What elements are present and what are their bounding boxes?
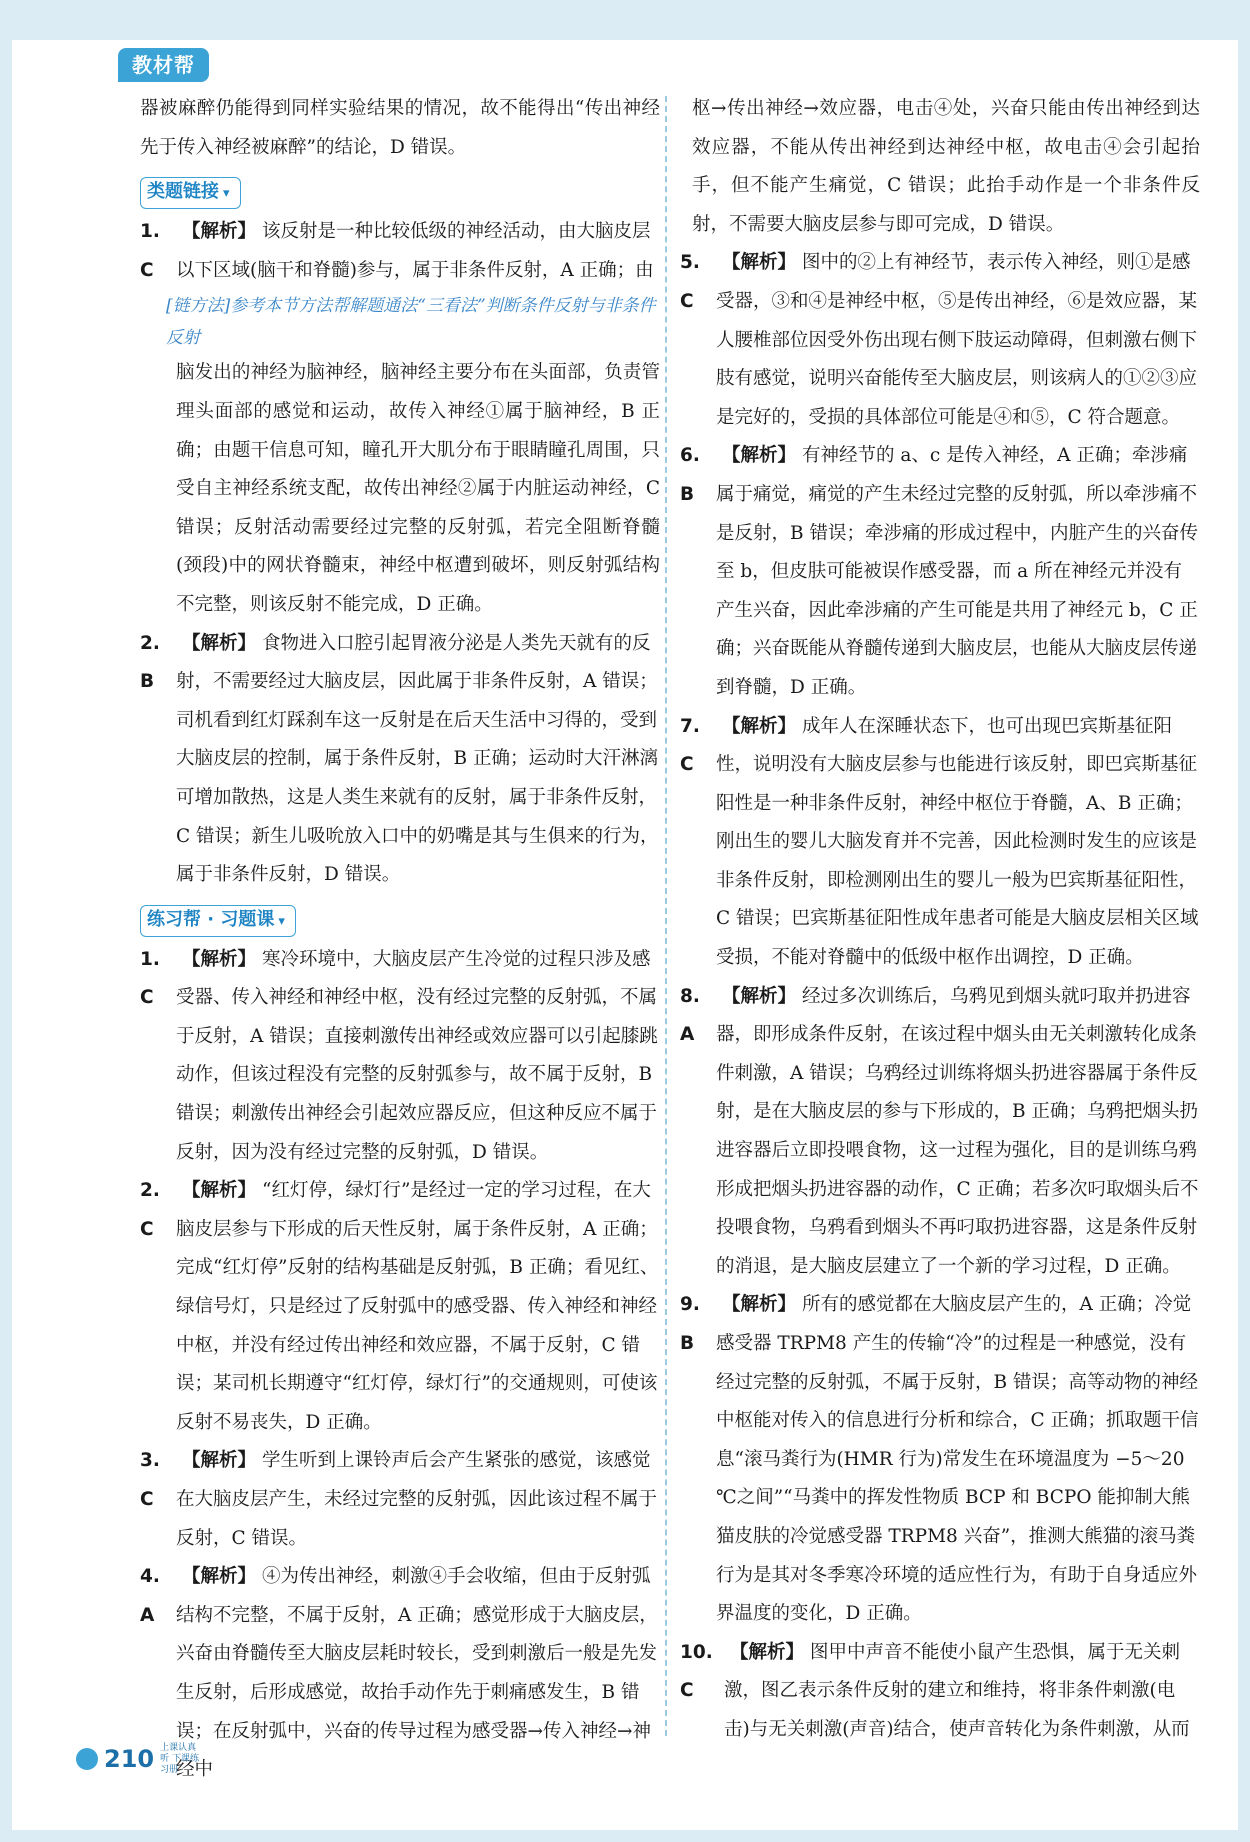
analysis-tag: 【解析】 <box>182 948 257 970</box>
answer-number: 6. B <box>680 445 700 505</box>
chevron-down-icon: ▾ <box>278 913 285 929</box>
left-intro: 器被麻醉仍能得到同样实验结果的情况，故不能得出“传出神经先于传入神经被麻醉”的结论，D 错误。 <box>140 98 660 158</box>
analysis-tag: 【解析】 <box>722 445 797 467</box>
answer-text: “红灯停，绿灯行”是经过一定的学习过程，在大脑皮层参与下形成的后天性反射，属于条件反射，A 正确；完成“红灯停”反射的结构基础是反射弧，B 正确；看见红、绿信号灯，只是经过了反射弧中的感受器、传入神经和神经中枢，并没有经过传出神经和效应器，不属于反射，C 错误；某司机长期遵守“红灯停，绿灯行”的交通规则，可使该反射不易丧失，D 正确。 <box>176 1180 659 1433</box>
analysis-tag: 【解析】 <box>722 252 797 274</box>
answer-text: 该反射是一种比较低级的神经活动，由大脑皮层以下区域(脑干和脊髓)参与，属于非条件反射，A 正确；由 <box>176 221 654 281</box>
mascot-icon <box>76 1748 98 1770</box>
answer-number: 7. C <box>680 715 700 776</box>
section-title: 练习帮 · 习题课 <box>147 908 275 930</box>
method-note: [链方法]参考本节方法帮解题通法“三看法”判断条件反射与非条件反射 <box>166 296 656 349</box>
right-column <box>680 90 1200 1750</box>
answer-text: 图中的②上有神经节，表示传入神经，则①是感受器，③和④是神经中枢，⑤是传出神经，⑥是效应器，某人腰椎部位因受外伤出现右侧下肢运动障碍，但刺激右侧下肢有感觉，说明兴奋能传至大脑皮层，则该病人的①②③应是完好的，受损的具体部位可能是④和⑤，C 符合题意。 <box>716 252 1198 428</box>
answer-text: 成年人在深睡状态下，也可出现巴宾斯基征阳性，说明没有大脑皮层参与也能进行该反射，即巴宾斯基征阳性是一种非条件反射，神经中枢位于脊髓，A、B 正确；刚出生的婴儿大脑发育并不完善，因此检测时发生的应该是非条件反射，即检测刚出生的婴儿一般为巴宾斯基征阳性，C 错误；巴宾斯基征阳性成年患者可能是大脑皮层相关区域受损，不能对脊髓中的低级中枢作出调控，D 正确。 <box>716 715 1199 969</box>
analysis-tag: 【解析】 <box>722 715 797 737</box>
answer-text: 经过多次训练后，乌鸦见到烟头就叼取并扔进容器，即形成条件反射，在该过程中烟头由无关刺激转化成条件刺激，A 错误；乌鸦经过训练将烟头扔进容器属于条件反射，是在大脑皮层的参与下形成的，B 正确；乌鸦把烟头扔进容器后立即投喂食物，这一过程为强化，目的是训练乌鸦形成把烟头扔进容器的动作，C 正确；若多次叼取烟头后不投喂食物，乌鸦看到烟头不再叼取扔进容器，这是条件反射的消退，是大脑皮层建立了一个新的学习过程，D 正确。 <box>716 985 1199 1277</box>
answer-number: 3. C <box>140 1450 160 1510</box>
answer-item <box>140 1558 660 1790</box>
answer-number: 4. A <box>140 1566 160 1626</box>
column-divider <box>665 96 667 1736</box>
analysis-tag: 【解析】 <box>182 1180 257 1202</box>
answer-item <box>680 244 1200 437</box>
answer-item <box>680 708 1200 978</box>
chevron-down-icon: ▾ <box>223 186 230 202</box>
answer-text: 食物进入口腔引起胃液分泌是人类先天就有的反射，不需要经过大脑皮层，因此属于非条件反射，A 错误；司机看到红灯踩刹车这一反射是在后天生活中习得的，受到大脑皮层的控制，属于条件反射，B 正确；运动时大汗淋漓可增加散热，这是人类生来就有的反射，属于非条件反射，C 错误；新生儿吸吮放入口中的奶嘴是其与生俱来的行为，属于非条件反射，D 错误。 <box>176 632 659 886</box>
page-number: 210 <box>104 1745 155 1773</box>
answer-number: 8. A <box>680 985 700 1046</box>
analysis-tag: 【解析】 <box>722 985 797 1007</box>
answer-number: 10. C <box>680 1641 713 1702</box>
answer-number: 9. B <box>680 1294 700 1354</box>
answer-text: 学生听到上课铃声后会产生紧张的感觉，该感觉在大脑皮层产生，未经过完整的反射弧，因此该过程不属于反射，C 错误。 <box>176 1450 658 1549</box>
answer-number: 5. C <box>680 252 700 312</box>
page-footer <box>76 1740 206 1778</box>
section-title: 类题链接 <box>147 181 219 203</box>
analysis-tag: 【解析】 <box>182 1566 257 1588</box>
analysis-tag: 【解析】 <box>182 221 257 243</box>
footer-slogan: 上课认真听 下课练习册 <box>160 1742 199 1775</box>
section-practice <box>140 905 296 937</box>
analysis-tag: 【解析】 <box>730 1641 805 1663</box>
answer-number: 2. C <box>140 1180 160 1240</box>
answer-item <box>680 978 1200 1287</box>
left-column <box>140 90 660 1790</box>
analysis-tag: 【解析】 <box>182 632 257 654</box>
answer-text: 有神经节的 a、c 是传入神经，A 正确；牵涉痛属于痛觉，痛觉的产生未经过完整的反射弧，所以牵涉痛不是反射，B 错误；牵涉痛的形成过程中，内脏产生的兴奋传至 b，但皮肤可能被误作感受器，而 a 所在神经元并没有产生兴奋，因此牵涉痛的产生可能是共用了神经元 b，C 正确；兴奋既能从脊髓传递到大脑皮层，也能从大脑皮层传递到脊髓，D 正确。 <box>716 445 1198 698</box>
answer-item <box>680 1286 1200 1633</box>
answer-text: ④为传出神经，刺激④手会收缩，但由于反射弧结构不完整，不属于反射，A 正确；感觉形成于大脑皮层，兴奋由脊髓传至大脑皮层耗时较长，受到刺激后一般是先发生反射，后形成感觉，故抬手动作先于刺痛感发生，B 错误；在反射弧中，兴奋的传导过程为感受器→传入神经→神经中 <box>176 1566 658 1781</box>
answer-continuation: 脑发出的神经为脑神经，脑神经主要分布在头面部，负责管理头面部的感觉和运动，故传入神经①属于脑神经，B 正确；由题干信息可知，瞳孔开大肌分布于眼睛瞳孔周围，只受自主神经系统支配，故传出神经②属于内脏运动神经，C 错误；反射活动需要经过完整的反射弧，若完全阻断脊髓(颈段)中的网状脊髓束，神经中枢遭到破坏，则反射弧结构不完整，则该反射不能完成，D 正确。 <box>176 362 660 615</box>
answer-item <box>140 1442 660 1558</box>
analysis-tag: 【解析】 <box>722 1294 797 1316</box>
answer-item <box>680 1634 1200 1750</box>
brand-label: 教材帮 <box>118 48 209 82</box>
answer-item <box>680 437 1200 707</box>
right-intro: 枢→传出神经→效应器，电击④处，兴奋只能由传出神经到达效应器，不能从传出神经到达神经中枢，故电击④会引起抬手，但不能产生痛觉，C 错误；此抬手动作是一个非条件反射，不需要大脑皮层参与即可完成，D 错误。 <box>692 98 1200 235</box>
answer-text: 图甲中声音不能使小鼠产生恐惧，属于无关刺激，图乙表示条件反射的建立和维持，将非条件刺激(电击)与无关刺激(声音)结合，使声音转化为条件刺激，从而 <box>724 1641 1190 1740</box>
answer-number: 1. C <box>140 221 160 281</box>
answer-text: 所有的感觉都在大脑皮层产生的，A 正确；冷觉感受器 TRPM8 产生的传输“冷”的过程是一种感觉，没有经过完整的反射弧，不属于反射，B 错误；高等动物的神经中枢能对传入的信息进行分析和综合，C 正确；抓取题干信息“滚马粪行为(HMR 行为)常发生在环境温度为 −5～20 ℃之间”“马粪中的挥发性物质 BCP 和 BCPO 能抑制大熊猫皮肤的冷觉感受器 TRPM8 兴奋”，推测大熊猫的滚马粪行为是其对冬季寒冷环境的适应性行为，有助于自身适应外界温度的变化，D 正确。 <box>716 1294 1199 1625</box>
top-strip <box>0 0 1250 40</box>
answer-item <box>140 213 660 290</box>
answer-number: 2. B <box>140 632 160 693</box>
answer-item <box>140 625 660 895</box>
answer-item <box>140 941 660 1173</box>
answer-item <box>140 1172 660 1442</box>
analysis-tag: 【解析】 <box>182 1450 257 1472</box>
answer-text: 寒冷环境中，大脑皮层产生冷觉的过程只涉及感受器、传入神经和神经中枢，没有经过完整的反射弧，不属于反射，A 错误；直接刺激传出神经或效应器可以引起膝跳动作，但该过程没有完整的反射弧参与，故不属于反射，B 错误；刺激传出神经会引起效应器反应，但这种反应不属于反射，因为没有经过完整的反射弧，D 错误。 <box>176 948 658 1163</box>
section-similar-questions <box>140 177 241 209</box>
answer-number: 1. C <box>140 948 160 1009</box>
